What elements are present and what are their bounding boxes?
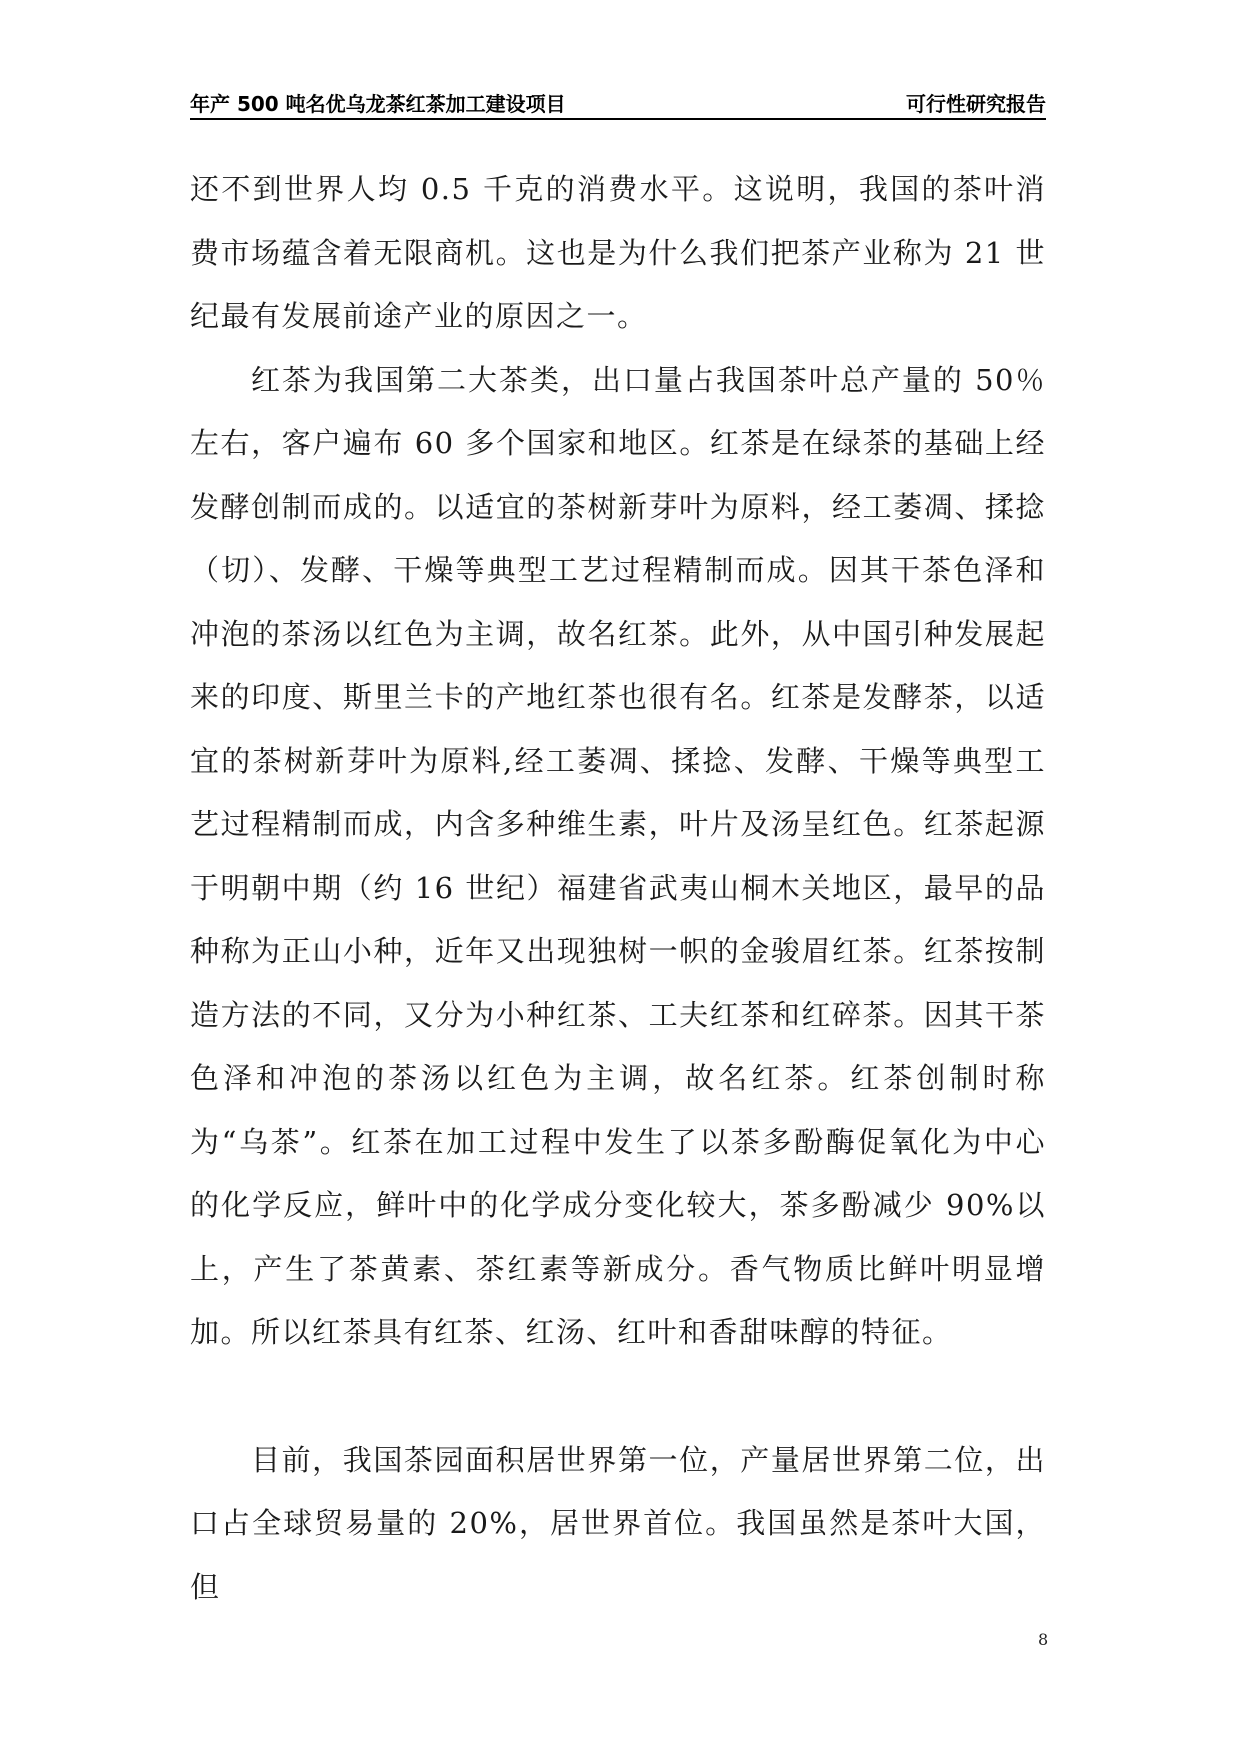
- document-body: [190, 158, 1046, 1619]
- paragraph-consumption: 还不到世界人均 0.5 千克的消费水平。这说明，我国的茶叶消费市场蕴含着无限商机。这也是为什么我们把茶产业称为 21 世纪最有发展前途产业的原因之一。: [190, 172, 1046, 333]
- paragraph-black-tea: 红茶为我国第二大茶类，出口量占我国茶叶总产量的 50％左右，客户遍布 60 多个国家和地区。红茶是在绿茶的基础上经发酵创制而成的。以适宜的茶树新芽叶为原料，经工萎凋、揉捻（切）、发酵、干燥等典型工艺过程精制而成。因其干茶色泽和冲泡的茶汤以红色为主调，故名红茶。此外，从中国引种发展起来的印度、斯里兰卡的产地红茶也很有名。红茶是发酵茶，以适宜的茶树新芽叶为原料,经工萎凋、揉捻、发酵、干燥等典型工艺过程精制而成，内含多种维生素，叶片及汤呈红色。红茶起源于明朝中期（约 16 世纪）福建省武夷山桐木关地区，最早的品种称为正山小种，近年又出现独树一帜的金骏眉红茶。红茶按制造方法的不同，又分为小种红茶、工夫红茶和红碎茶。因其干茶色泽和冲泡的茶汤以红色为主调，故名红茶。红茶创制时称为“乌茶”。红茶在加工过程中发生了以茶多酚酶促氧化为中心的化学反应，鲜叶中的化学成分变化较大，茶多酚减少 90%以上，产生了茶黄素、茶红素等新成分。香气物质比鲜叶明显增加。所以红茶具有红茶、红汤、红叶和香甜味醇的特征。: [190, 362, 1046, 1349]
- page-number: 8: [1038, 1630, 1049, 1649]
- header-project-title: 年产 500 吨名优乌龙茶红茶加工建设项目: [190, 92, 566, 116]
- page-header: [190, 84, 1046, 120]
- header-report-title: 可行性研究报告: [906, 92, 1046, 116]
- paragraph-tea-garden: 目前，我国茶园面积居世界第一位，产量居世界第二位，出口占全球贸易量的 20%，居世界首位。我国虽然是茶叶大国，但: [190, 1442, 1046, 1604]
